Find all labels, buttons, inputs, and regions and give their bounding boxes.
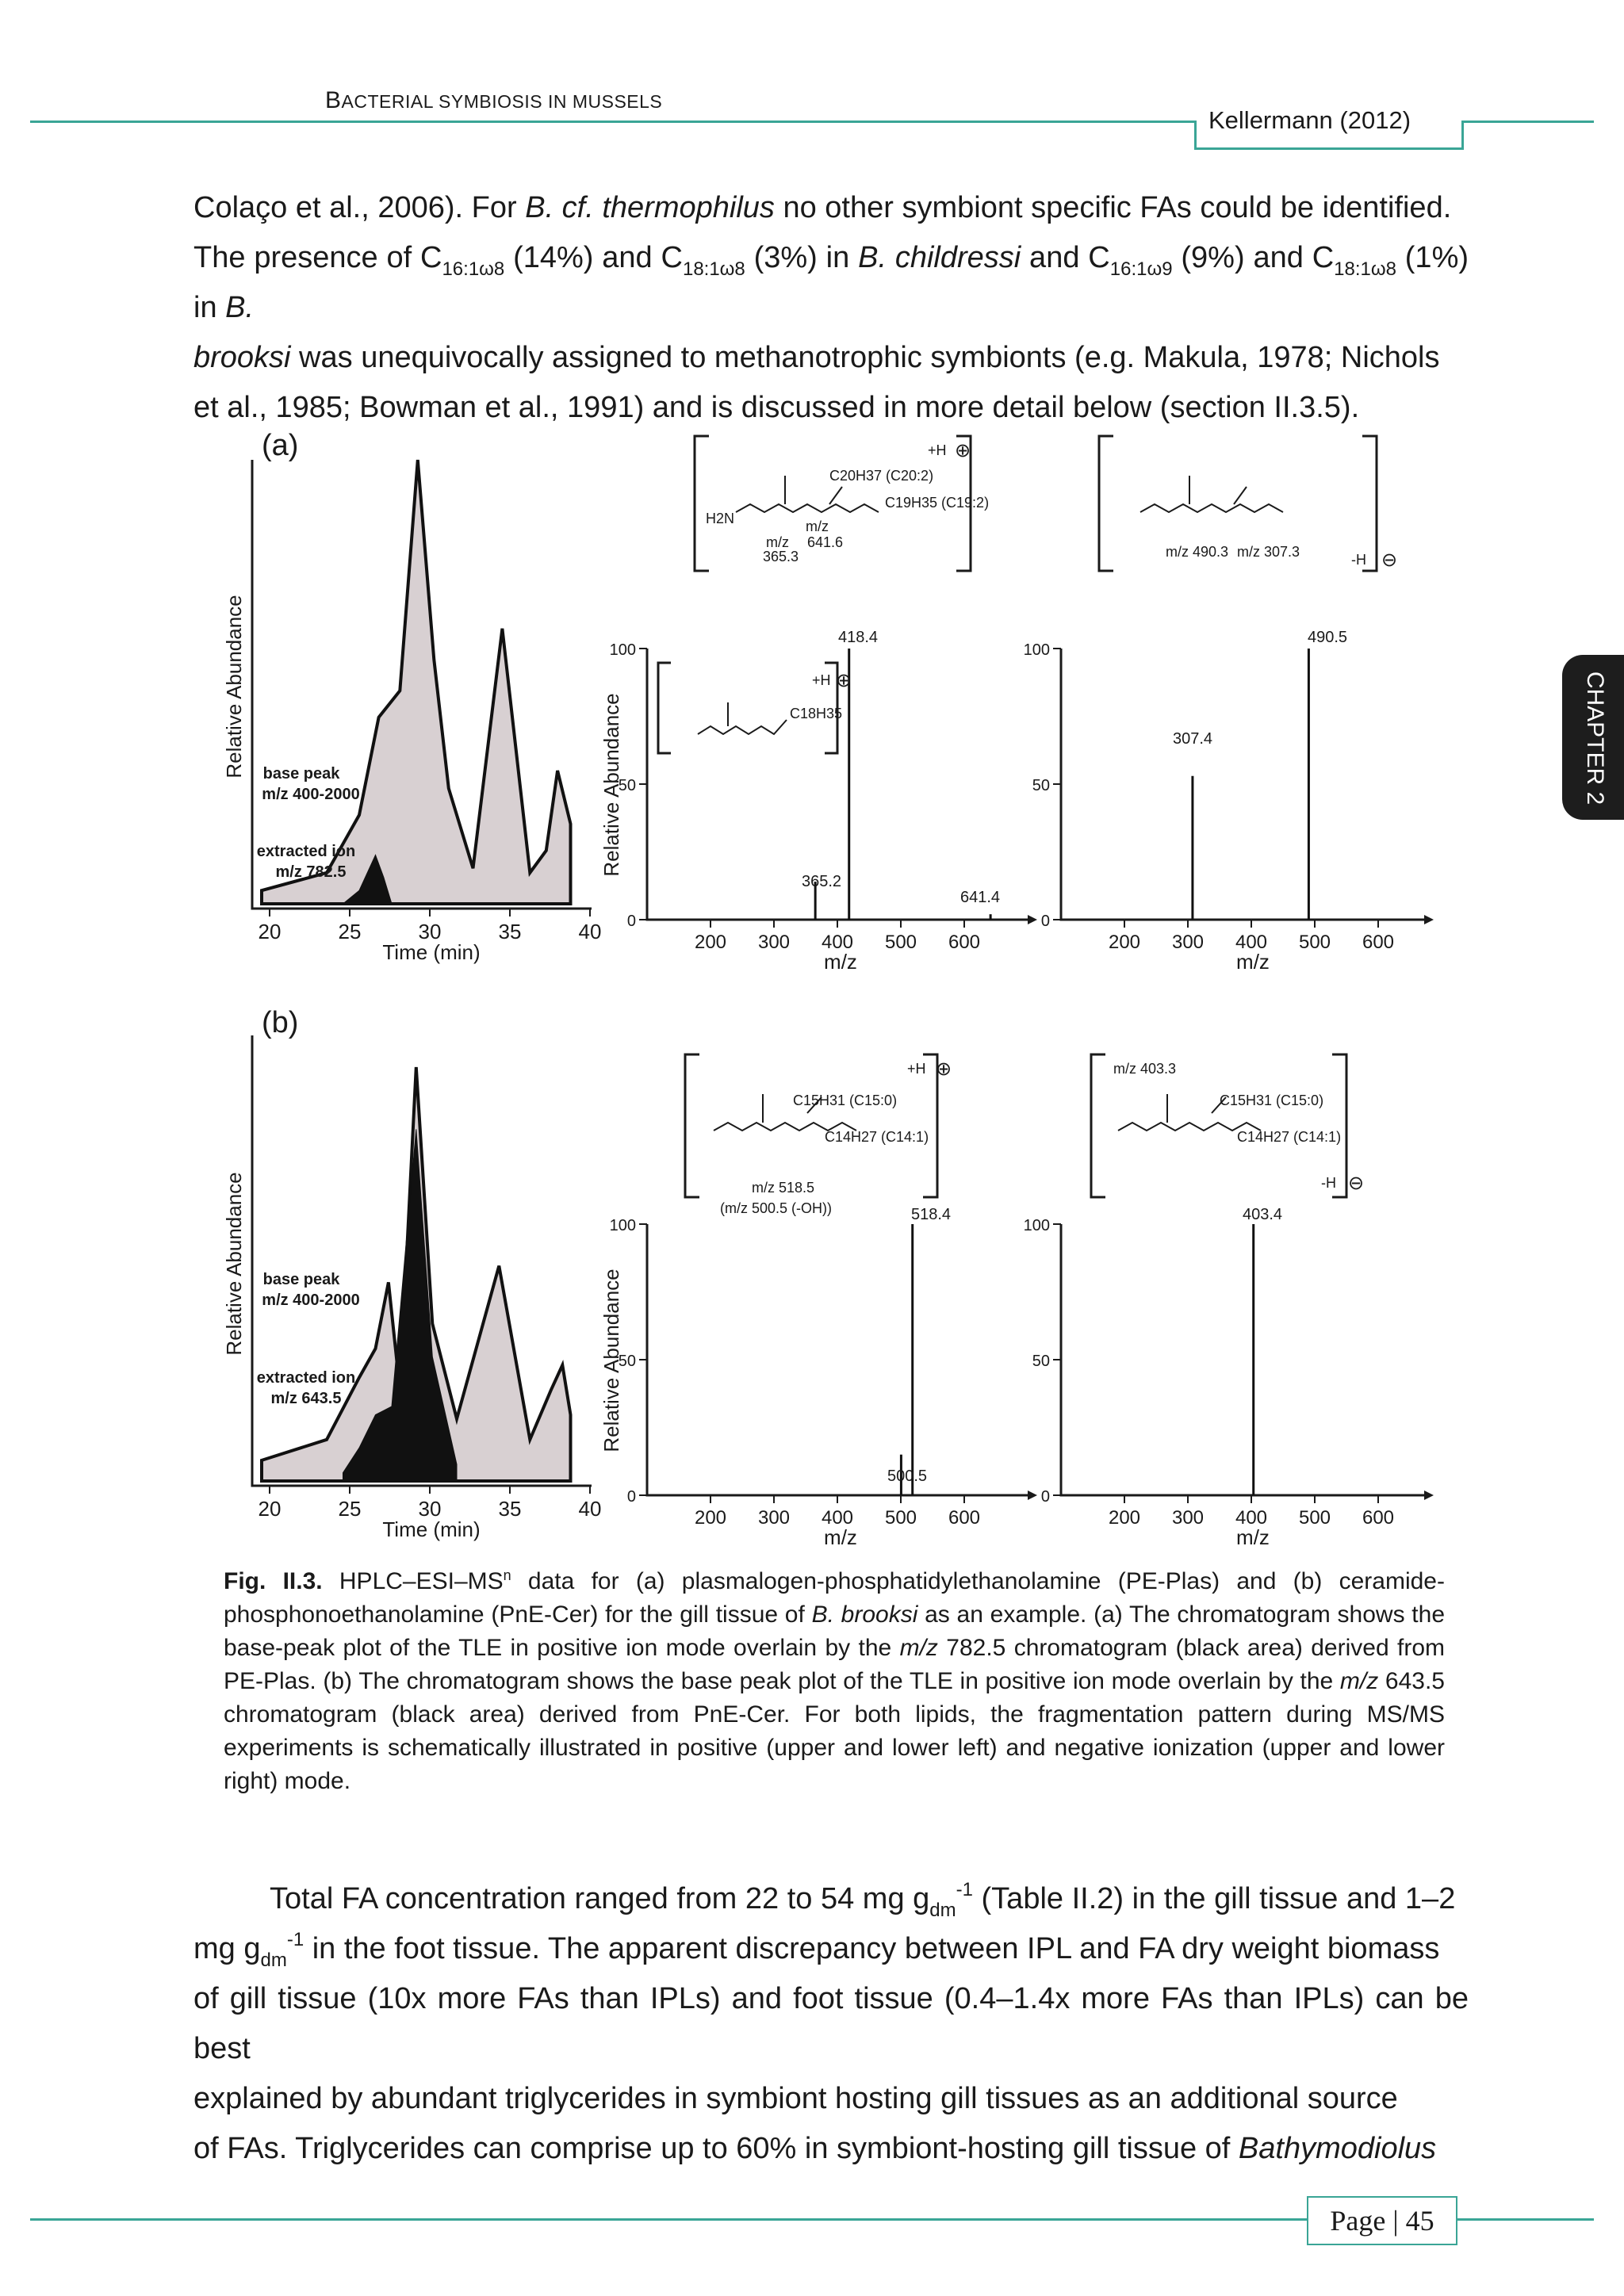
axis-tick-label: 400	[1235, 1507, 1268, 1529]
ion-charge-label: +H	[812, 672, 831, 688]
ms-peak-label: 307.4	[1172, 730, 1213, 748]
body-text-bottom	[193, 1874, 1469, 2174]
axis-tick-label: 20	[258, 920, 282, 943]
molecule-skeleton	[1140, 476, 1283, 512]
structure-bracket	[695, 436, 709, 571]
annotation-base-peak: base peak	[262, 765, 340, 783]
x-axis-label-ms-a-pos: m/z	[824, 950, 857, 974]
text-line: brooksi was unequivocally assigned to methanotrophic symbionts (e.g. Makula, 1978; Nichols	[193, 341, 1440, 374]
fragment-label: m/z 490.3	[1166, 544, 1229, 560]
chain-label: C14H27 (C14:1)	[825, 1129, 929, 1145]
chromatogram-a-ticks	[259, 909, 602, 943]
axis-tick-label: 50	[618, 1353, 636, 1370]
ms-a-neg-axes	[1061, 649, 1424, 920]
text-line: et al., 1985; Bowman et al., 1991) and is discussed in more detail below (section II.3.5).	[193, 391, 1360, 424]
ms-peak-label: 641.4	[959, 889, 1001, 906]
axis-tick-label: 600	[948, 932, 981, 953]
text-line: The presence of $C_{16:1\omega 8}$ (14%) and $C_{18:1\omega 8}$ (3%) in B. childressi and $C_{16:1\omega 9}$ (9%) and $C_{18:1\omega 8}$ (1%) in B.	[193, 241, 1469, 324]
panel-b-label: (b)	[262, 1006, 299, 1039]
ms-peak-label: 365.2	[801, 873, 842, 890]
axis-tick-label: 400	[1235, 932, 1268, 953]
ms-b-pos-axes	[647, 1224, 1028, 1495]
axis-tick-label: 600	[1362, 932, 1395, 953]
structure-bracket	[658, 663, 671, 753]
ion-charge-label: -H	[1351, 552, 1366, 568]
axis-tick-label: 500	[884, 932, 917, 953]
arrowhead	[1424, 915, 1434, 924]
axis-tick-label: 200	[694, 1507, 727, 1529]
fragment-label: m/z 403.3	[1113, 1061, 1177, 1077]
ms-peak-label: 490.5	[1307, 629, 1348, 646]
annotation-extracted-mz: m/z 643.5	[270, 1390, 342, 1407]
axis-tick-label: 20	[258, 1497, 282, 1521]
y-axis-label-ms-b: Relative Abundance	[599, 1269, 623, 1452]
ms-peak-label: 518.4	[910, 1206, 952, 1223]
ion-charge-symbol: ⊖	[1381, 549, 1398, 571]
ion-charge-symbol: ⊕	[936, 1058, 952, 1080]
x-axis-label-ms-b-pos: m/z	[824, 1525, 857, 1549]
text-line: of gill tissue (10x more FAs than IPLs) and foot tissue (0.4–1.4x more FAs than IPLs) can be best	[193, 1982, 1469, 2065]
ion-charge-symbol: ⊕	[955, 440, 971, 461]
panel-a-label: (a)	[262, 429, 299, 462]
figure-label: Fig. II.3.	[224, 1568, 323, 1594]
y-axis-label-ms-a: Relative Abundance	[599, 693, 623, 877]
axis-tick-label: 40	[578, 920, 602, 943]
axis-tick-label: 200	[1108, 932, 1141, 953]
axis-tick-label: 300	[757, 1507, 791, 1529]
running-header-author: Kellermann (2012)	[1208, 106, 1411, 134]
axis-tick-label: 100	[609, 641, 636, 659]
annotation-extracted-ion: extracted ion	[256, 843, 356, 860]
chromatogram-base-peak-trace	[262, 460, 571, 904]
axis-tick-label: 35	[498, 1497, 522, 1521]
annotation-extracted-ion: extracted ion	[256, 1369, 356, 1387]
structure-bracket	[1362, 436, 1377, 571]
y-axis-label-chrom-a: Relative Abundance	[222, 595, 246, 779]
axis-tick-label: 500	[1298, 932, 1331, 953]
axis-tick-label: 200	[694, 932, 727, 953]
ion-charge-label: +H	[928, 442, 947, 458]
axis-tick-label: 50	[618, 777, 636, 794]
x-axis-label-ms-b-neg: m/z	[1236, 1525, 1270, 1549]
text-line: of FAs. Triglycerides can comprise up to 60% in symbiont-hosting gill tissue of Bathymodiolus	[193, 2132, 1437, 2165]
fragment-label: 365.3	[763, 549, 799, 564]
axis-tick-label: 300	[1171, 1507, 1205, 1529]
text-line: Total FA concentration ranged from 22 to 54 mg $g_{dm}^{-1}$ (Table II.2) in the gill tissue and 1–2	[270, 1879, 1456, 1921]
annotation-base-peak-range: m/z 400-2000	[262, 786, 360, 803]
ion-charge-label: -H	[1321, 1175, 1336, 1191]
axis-tick-label: 600	[948, 1507, 981, 1529]
axis-tick-label: 100	[1023, 641, 1050, 659]
arrowhead	[1028, 915, 1037, 924]
annotation-extracted-mz: m/z 782.5	[275, 863, 347, 881]
axis-tick-label: 0	[626, 913, 636, 930]
axis-tick-label: 300	[1171, 932, 1205, 953]
chain-label: C18H35	[790, 706, 843, 721]
annotation-base-peak: base peak	[262, 1271, 340, 1288]
ms-peak-label: 500.5	[887, 1468, 928, 1485]
ion-charge-symbol: ⊕	[836, 670, 852, 691]
chromatogram-b-ticks	[259, 1486, 602, 1521]
x-axis-label-chrom-a: Time (min)	[382, 940, 481, 964]
page-number: Page | 45	[1307, 2196, 1457, 2245]
footer-rule-right	[1456, 2218, 1594, 2221]
axis-tick-label: 600	[1362, 1507, 1395, 1529]
fragment-label: (m/z 500.5 (-OH))	[720, 1200, 833, 1216]
structure-bracket	[1091, 1054, 1105, 1197]
chapter-tab: CHAPTER 2	[1562, 655, 1624, 820]
y-axis-label-chrom-b: Relative Abundance	[222, 1172, 246, 1356]
ms-peak-label: 418.4	[837, 629, 879, 646]
axis-tick-label: 35	[498, 920, 522, 943]
axis-tick-label: 30	[418, 1497, 442, 1521]
arrowhead	[1028, 1490, 1037, 1500]
axis-tick-label: 0	[626, 1488, 636, 1506]
running-header-title: BACTERIAL SYMBIOSIS IN MUSSELS	[325, 87, 663, 113]
chain-label: C15H31 (C15:0)	[793, 1093, 898, 1108]
text-line: Colaço et al., 2006). For B. cf. thermophilus no other symbiont specific FAs could be identified.	[193, 191, 1452, 224]
axis-tick-label: 50	[1032, 777, 1050, 794]
fragment-label: m/z	[766, 534, 789, 550]
fragment-label: m/z 518.5	[752, 1180, 815, 1196]
figure-caption: Fig. II.3. HPLC–$ESI-MS^n$ data for (a) plasmalogen-phosphatidylethanolamine (PE-Plas) and (b) ceramide-phosphonoethanolamine (PnE-Cer) for the gill tissue of B. brooksi as an example. (a) The chromatogram shows the base-peak plot of the TLE in positive ion mode overlain by the m/z 782.5 chromatogram (black area) derived from PE-Plas. (b) The chromatogram shows the base peak plot of the TLE in positive ion mode overlain by the m/z 643.5 chromatogram (black area) derived from PnE-Cer. For both lipids, the fragmentation pattern during MS/MS experiments is schematically illustrated in positive (upper and lower left) and negative ionization (upper and lower right) mode.	[224, 1567, 1446, 1794]
fragment-label: m/z 307.3	[1237, 544, 1300, 560]
axis-tick-label: 30	[418, 920, 442, 943]
ion-charge-label: +H	[907, 1061, 926, 1077]
chain-label: C20H37 (C20:2)	[829, 468, 934, 484]
text-line: explained by abundant triglycerides in symbiont hosting gill tissues as an additional source	[193, 2082, 1398, 2115]
annotation-base-peak-range: m/z 400-2000	[262, 1292, 360, 1309]
text-line: mg $g_{dm}^{-1}$ in the foot tissue. The apparent discrepancy between IPL and FA dry weight biomass	[193, 1929, 1440, 1971]
x-axis-label-ms-a-neg: m/z	[1236, 950, 1270, 974]
fragment-label: m/z	[806, 519, 829, 534]
axis-tick-label: 0	[1040, 913, 1050, 930]
chain-label: C15H31 (C15:0)	[1220, 1093, 1324, 1108]
axis-tick-label: 300	[757, 932, 791, 953]
axis-tick-label: 400	[821, 932, 854, 953]
axis-tick-label: 500	[884, 1507, 917, 1529]
head-group-label: H2N	[706, 511, 735, 526]
fragment-label: 641.6	[807, 534, 844, 550]
axis-tick-label: 400	[821, 1507, 854, 1529]
axis-tick-label: 100	[1023, 1217, 1050, 1234]
x-axis-label-chrom-b: Time (min)	[382, 1517, 481, 1541]
ms-b-neg-axes	[1061, 1224, 1424, 1495]
molecule-skeleton	[698, 702, 787, 734]
chain-label: C19H35 (C19:2)	[885, 495, 990, 511]
ms-peak-label: 403.4	[1242, 1206, 1283, 1223]
arrowhead	[1424, 1490, 1434, 1500]
ms-ticks	[610, 641, 1394, 1529]
structure-bracket	[685, 1054, 699, 1197]
axis-tick-label: 25	[338, 920, 362, 943]
axis-tick-label: 0	[1040, 1488, 1050, 1506]
axis-tick-label: 40	[578, 1497, 602, 1521]
axis-tick-label: 200	[1108, 1507, 1141, 1529]
axis-tick-label: 500	[1298, 1507, 1331, 1529]
structure-bracket	[1099, 436, 1113, 571]
ion-charge-symbol: ⊖	[1348, 1173, 1365, 1194]
chain-label: C14H27 (C14:1)	[1237, 1129, 1342, 1145]
footer-rule-left	[30, 2218, 1307, 2221]
axis-tick-label: 25	[338, 1497, 362, 1521]
axis-tick-label: 50	[1032, 1353, 1050, 1370]
axis-tick-label: 100	[609, 1217, 636, 1234]
